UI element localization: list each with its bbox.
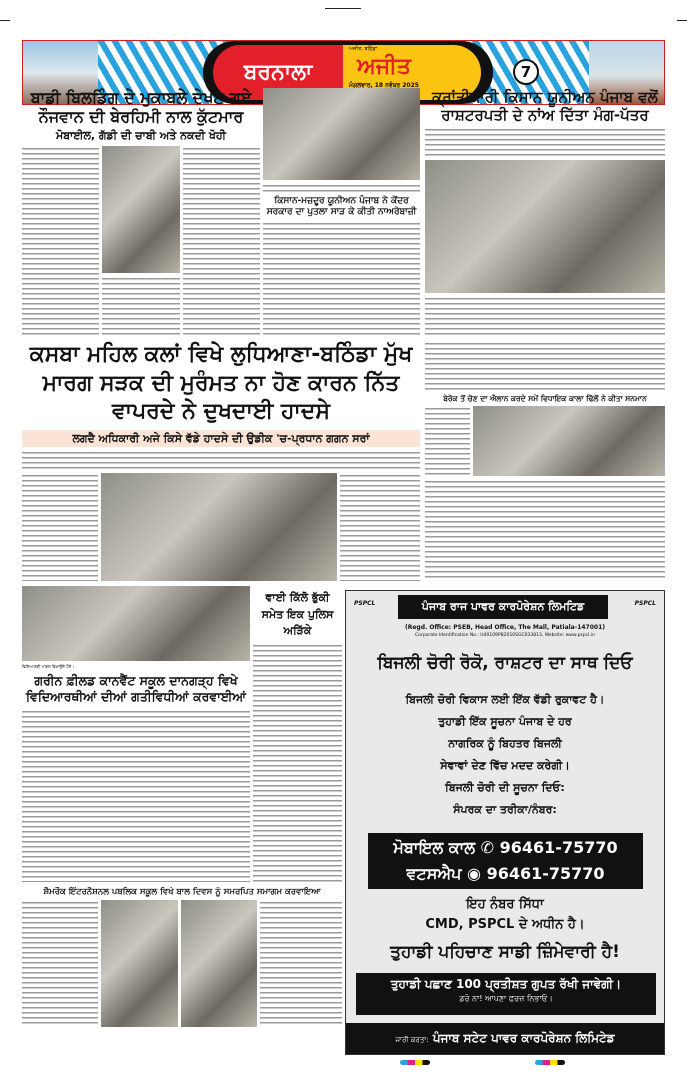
article-text: [425, 127, 665, 157]
headline-school: ਗਰੀਨ ਫ਼ੀਲਡ ਕਾਨਵੈਂਟ ਸਕੂਲ ਦਾਨਗੜ੍ਹ ਵਿਖੇ ਵਿਦਿਆਰਥੀਆਂ ਦੀਆਂ ਗਤੀਵਿਧੀਆਂ ਕਰਵਾਈਆਂ: [25, 673, 247, 705]
article-text: [102, 276, 179, 336]
headline-memorandum: ਕ੍ਰਾਂਤੀਕਾਰੀ ਕਿਸਾਨ ਯੂਨੀਅਨ ਪੰਜਾਬ ਵਲੋਂ ਰਾਸ਼ਟਰਪਤੀ ਦੇ ਨਾਂਅ ਦਿੱਤਾ ਮੰਗ-ਪੱਤਰ: [432, 88, 658, 124]
whatsapp-row: ਵਟਸਐਪ ◉ 96461-75770: [406, 864, 605, 883]
ad-line: ਸੰਪਰਕ ਦਾ ਤਰੀਕਾ/ਨੰਬਰ:: [453, 803, 557, 816]
brand: ਅਜੀਤ: [357, 54, 411, 79]
subheadline-bodybuilding: ਮੋਬਾਈਲ, ਗੱਡੀ ਦੀ ਚਾਬੀ ਅਤੇ ਨਕਦੀ ਖੋਹੀ: [55, 129, 226, 143]
honour-photo: [473, 406, 665, 476]
ad-cin: Corporate Identification No.: U40109PB2010SGC033813, Website: www.pspcl.in: [415, 633, 595, 638]
article-text: [22, 146, 99, 336]
ad-fear: ਡਰੋ ਨਾ! ਆਪਣਾ ਫਰਜ਼ ਨਿਭਾਓ।: [459, 994, 553, 1003]
story-childrens-day: [22, 887, 342, 1027]
crop-mark: [677, 20, 687, 21]
edition: ਅਜੀਤ, ਬਠਿੰਡਾ: [349, 46, 378, 52]
mobile-call-row: ਮੋਬਾਇਲ ਕਾਲ ✆ 96461-75770: [393, 838, 618, 857]
whatsapp-number: 96461-75770: [486, 864, 605, 883]
photo: [102, 146, 179, 273]
photo-caption: [263, 183, 420, 193]
lead-subheadline: ਲਗਦੈ ਅਧਿਕਾਰੀ ਅਜੇ ਕਿਸੇ ਵੱਡੇ ਹਾਦਸੇ ਦੀ ਉਡੀਕ 'ਚ-ਪ੍ਰਧਾਨ ਗਗਨ ਸਰਾਂ: [22, 430, 420, 447]
ad-org-name: ਪੰਜਾਬ ਰਾਜ ਪਾਵਰ ਕਾਰਪੋਰੇਸ਼ਨ ਲਿਮਟਿਡ: [398, 595, 608, 619]
mobile-number: 96461-75770: [499, 838, 618, 857]
page-number: 7: [513, 59, 539, 85]
school-photo: [22, 586, 250, 661]
story-police: [253, 590, 342, 882]
event-photo: [181, 900, 258, 1027]
article-text: [183, 146, 260, 336]
city-name: ਬਰਨਾਲਾ: [213, 45, 343, 100]
ad-line: ਬਿਜਲੀ ਚੋਰੀ ਦੀ ਸੂਚਨਾ ਦਿਓ:: [445, 781, 565, 794]
story-lead: [22, 341, 420, 581]
article-text: [22, 450, 420, 470]
ad-note: CMD, PSPCL ਦੇ ਅਧੀਨ ਹੈ।: [425, 917, 585, 932]
ad-title: ਬਿਜਲੀ ਚੋਰੀ ਰੋਕੋ, ਰਾਸ਼ਟਰ ਦਾ ਸਾਥ ਦਿਓ: [377, 653, 633, 673]
ad-line: ਸੇਵਾਵਾਂ ਦੇਣ ਵਿੱਚ ਮਦਦ ਕਰੇਗੀ।: [440, 759, 570, 772]
photo-caption: ਵਿਦਿਆਰਥੀ ਮਾਡਲ ਵਿਖਾਉਂਦੇ ਹੋਏ।: [22, 664, 75, 669]
article-text: [340, 473, 420, 581]
article-text: [22, 473, 98, 581]
issuer-name: ਪੰਜਾਬ ਸਟੇਟ ਪਾਵਰ ਕਾਰਪੋਰੇਸ਼ਨ ਲਿਮਿਟੇਡ: [432, 1031, 615, 1045]
headline-effigy: ਕਿਸਾਨ-ਮਜ਼ਦੂਰ ਯੂਨੀਅਨ ਪੰਜਾਬ ਨੇ ਕੇਂਦਰ ਸਰਕਾਰ ਦਾ ਪੁਤਲਾ ਸਾੜ ਕੇ ਕੀਤੀ ਨਾਅਰੇਬਾਜ਼ੀ: [266, 196, 417, 217]
ad-line: ਬਿਜਲੀ ਚੋਰੀ ਵਿਕਾਸ ਲਈ ਇੱਕ ਵੱਡੀ ਰੁਕਾਵਟ ਹੈ।: [405, 693, 605, 706]
lead-headline: ਕਸਬਾ ਮਹਿਲ ਕਲਾਂ ਵਿਖੇ ਲੁਧਿਆਣਾ-ਬਠਿੰਡਾ ਮੁੱਖ ਮਾਰਗ ਸੜਕ ਦੀ ਮੁਰੰਮਤ ਨਾ ਹੋਣ ਕਾਰਨ ਨਿੱਤ ਵਾਪਰਦੇ ਨੇ ਦੁਖਦਾਈ ਹਾਦਸੇ: [29, 342, 413, 425]
headline-honour: ਬੇਰੋਕ ਤੋਂ ਚੋਣ ਦਾ ਐਲਾਨ ਕਰਦੇ ਸਮੇਂ ਵਿਧਾਇਕ ਕਾਲਾ ਢਿੱਲੋਂ ਨੇ ਕੀਤਾ ਸਨਮਾਨ: [443, 394, 647, 403]
ad-note: ਇਹ ਨੰਬਰ ਸਿੱਧਾ: [466, 897, 544, 912]
article-text: [22, 900, 98, 1027]
article-text: [425, 406, 470, 476]
story-effigy: [263, 88, 420, 336]
event-photo: [101, 900, 178, 1027]
article-text: [260, 900, 342, 1027]
pspcl-logo: PSPCL: [634, 600, 656, 607]
ad-secret: ਤੁਹਾਡੀ ਪਛਾਣ 100 ਪ੍ਰਤੀਸ਼ਤ ਗੁਪਤ ਰੱਖੀ ਜਾਵੇਗੀ।: [390, 977, 622, 991]
issuer-label: ਜਾਰੀ ਕਰਤਾ:: [395, 1036, 429, 1044]
story-school: [22, 586, 250, 882]
whatsapp-icon: ◉: [467, 864, 481, 883]
headline-police: ਵਾਈ ਕਿੱਲੋ ਭੁੱਕੀ ਸਮੇਤ ਇਕ ਪੁਲਿਸ ਅੜਿੱਕੇ: [261, 591, 334, 637]
article-text: [425, 296, 665, 336]
ad-office: (Regd. Office: PSEB, Head Office, The Mall, Patiala-147001): [404, 624, 606, 631]
article-text: [263, 221, 420, 336]
crop-mark: [0, 20, 10, 21]
memorandum-photo: [425, 160, 665, 293]
ad-slogan: ਤੁਹਾਡੀ ਪਹਿਚਾਣ ਸਾਡੀ ਜ਼ਿੰਮੇਵਾਰੀ ਹੈ!: [390, 942, 620, 962]
story-memorandum: [425, 88, 665, 336]
headline-childrens-day: ਸ਼ੈਮਰੌਕ ਇੰਟਰਨੈਸ਼ਨਲ ਪਬਲਿਕ ਸਕੂਲ ਵਿਖੇ ਬਾਲ ਦਿਵਸ ਨੂੰ ਸਮਰਪਿਤ ਸਮਾਗਮ ਕਰਵਾਇਆ: [43, 887, 321, 897]
ad-line: ਤੁਹਾਡੀ ਇੱਕ ਸੂਚਨਾ ਪੰਜਾਬ ਦੇ ਹਰ: [438, 715, 572, 728]
color-bar: [535, 1060, 565, 1065]
registration-mark: [325, 8, 361, 9]
article-text: [253, 643, 342, 883]
article-text: [22, 709, 250, 883]
ad-line: ਨਾਗਰਿਕ ਨੂੰ ਬਿਹਤਰ ਬਿਜਲੀ: [448, 737, 562, 750]
date: ਮੰਗਲਵਾਰ, 18 ਨਵੰਬਰ 2025: [349, 82, 419, 89]
article-text: [425, 341, 665, 391]
story-bodybuilding: [22, 88, 260, 336]
protest-photo: [263, 88, 420, 180]
color-bar: [400, 1060, 430, 1065]
headline-bodybuilding: ਬਾਡੀ ਬਿਲਡਿੰਗ ਦੇ ਮੁਕਾਬਲੇ ਦੇਖਣ ਗਏ ਨੌਜਵਾਨ ਦੀ ਬੇਰਹਿਮੀ ਨਾਲ ਕੁੱਟਮਾਰ: [30, 88, 252, 127]
story-honour: [425, 341, 665, 581]
road-photo: [101, 473, 337, 581]
pspcl-advertisement: [345, 590, 665, 1055]
pspcl-logo: PSPCL: [354, 600, 376, 607]
article-text: [425, 479, 665, 581]
phone-icon: ✆: [480, 838, 495, 857]
